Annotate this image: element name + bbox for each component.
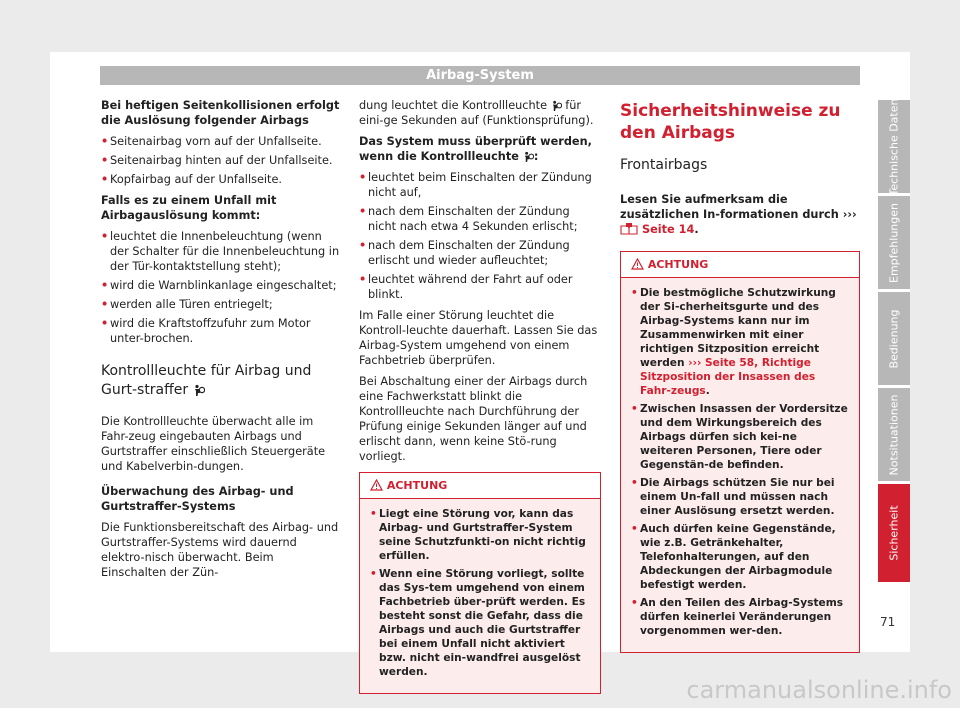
- list-item: • Seitenairbag vorn auf der Unfallseite.: [101, 134, 341, 149]
- list-item: • leuchtet die Innenbeleuchtung (wenn der Schalter für die Innenbeleuchtung in der Tür-kontaktstellung steht);: [101, 229, 341, 274]
- page-reference-link[interactable]: Seite 14: [641, 223, 695, 236]
- side-airbag-list: [101, 134, 341, 187]
- list-item: • werden alle Türen entriegelt;: [101, 297, 341, 312]
- warning-item-text: Die bestmögliche Schutzwirkung der Si-cherheitsgurte und des Airbag-Systems kann nur im Zusammenwirken mit einer richtigen Sitzposition erreicht werden: [640, 287, 836, 369]
- warning-item-end: .: [705, 385, 710, 397]
- tab-label: Bedienung: [887, 308, 901, 369]
- warning-box: [620, 251, 860, 653]
- warning-list: [370, 507, 590, 679]
- list-item: • Wenn eine Störung vorliegt, sollte das Sys-tem umgehend von einem Fachbetrieb über-prüft werden. Es besteht sonst die Gefahr, dass die Airbags und auch die Gurtstraffer bei einem Unfall nicht aktiviert bzw. nicht ein-wandfrei ausgelöst werden.: [370, 567, 590, 679]
- side-collision-heading: Bei heftigen Seitenkollisionen erfolgt die Auslösung folgender Airbags: [101, 99, 340, 127]
- monitor-body: Die Funktionsbereitschaft des Airbag- und Gurtstraffer-Systems wird dauernd elektro-nisch überwacht. Beim Einschalten der Zün-: [101, 521, 339, 579]
- warning-header: [360, 473, 600, 499]
- reference-arrows: ›››: [842, 208, 857, 221]
- list-item: • leuchtet während der Fahrt auf oder blinkt.: [359, 272, 601, 302]
- list-item: • Kopfairbag auf der Unfallseite.: [101, 172, 341, 187]
- airbag-warning-light-icon: [193, 384, 205, 396]
- monitor-heading: Überwachung des Airbag- und Gurtstraffer-Systems: [101, 485, 294, 513]
- continued-text-start: dung leuchtet die Kontrollleuchte: [359, 99, 548, 112]
- warning-header: [621, 252, 859, 278]
- fault-list: [359, 170, 601, 302]
- deactivation-paragraph: Bei Abschaltung einer der Airbags durch eine Fachwerkstatt blinkt die Kontrollleuchte nach Durchführung der Prüfung einige Sekunden länger auf und erlischt dann, wenn keine Stö-rung vorliegt.: [359, 375, 588, 463]
- list-item: • wird die Kraftstoffzufuhr zum Motor unter-brochen.: [101, 316, 341, 346]
- column-1: [101, 98, 341, 586]
- airbag-warning-light-icon: [523, 151, 534, 162]
- section-body: Die Kontrollleuchte überwacht alle im Fahr-zeug eingebauten Airbags und Gurtstraffer einschließlich Steuergeräte und Kabelverbin-dungen.: [101, 415, 326, 473]
- book-reference-icon: [620, 223, 638, 235]
- section-title: [101, 362, 341, 400]
- fault-heading-text: Das System muss überprüft werden, wenn die Kontrollleuchte: [359, 135, 592, 163]
- fault-heading-colon: :: [533, 150, 539, 163]
- intro-end: .: [694, 223, 699, 236]
- fault-heading: [359, 134, 601, 164]
- airbag-warning-light-icon: [551, 100, 562, 111]
- warning-list: [631, 286, 849, 638]
- continued-text-end: für eini-ge Sekunden auf (Funktionsprüfung).: [359, 99, 594, 127]
- tab-label: Notsituationen: [887, 394, 901, 475]
- tab-technische-daten[interactable]: [878, 100, 910, 193]
- list-item: • wird die Warnblinkanlage eingeschaltet;: [101, 278, 341, 293]
- list-item: • Seitenairbag hinten auf der Unfallseite.: [101, 153, 341, 168]
- list-item: • leuchtet beim Einschalten der Zündung nicht auf,: [359, 170, 601, 200]
- watermark: carmanualsonline.info: [686, 676, 952, 704]
- accident-heading: Falls es zu einem Unfall mit Airbagauslösung kommt:: [101, 194, 277, 222]
- list-item: • Zwischen Insassen der Vordersitze und dem Wirkungsbereich des Airbags dürfen sich kei-ne weiteren Personen, Tiere oder Gegenstän-de befinden.: [631, 402, 849, 472]
- list-item: • Liegt eine Störung vor, kann das Airbag- und Gurtstraffer-System seine Schutzfunkti-on nicht richtig erfüllen.: [370, 507, 590, 563]
- tab-bedienung[interactable]: [878, 292, 910, 385]
- tab-sicherheit[interactable]: [878, 484, 910, 582]
- tab-label: Sicherheit: [887, 505, 901, 561]
- intro-paragraph: [620, 192, 860, 237]
- list-item: • Die Airbags schützen Sie nur bei einem Un-fall und müssen nach einer Auslösung ersetzt werden.: [631, 476, 849, 518]
- intro-text: Lesen Sie aufmerksam die zusätzlichen In-formationen durch: [620, 193, 839, 221]
- warning-box: [359, 472, 601, 694]
- column-3: [620, 98, 860, 653]
- seat-position-link[interactable]: ››› Seite 58, Richtige Sitzposition der Insassen des Fahr-zeugs: [640, 357, 816, 397]
- list-item: • Auch dürfen keine Gegenstände, wie z.B. Getränkehalter, Telefonhalterungen, auf den Abdeckungen der Airbagmodule befestigt werden.: [631, 522, 849, 592]
- fault-paragraph: Im Falle einer Störung leuchtet die Kontroll-leuchte dauerhaft. Lassen Sie das Airbag-System umgehend von einem Fachbetrieb überprüfen.: [359, 309, 598, 367]
- list-item: • nach dem Einschalten der Zündung erlischt und wieder aufleuchtet;: [359, 238, 601, 268]
- warning-label: ACHTUNG: [386, 479, 448, 492]
- section-main-title: Sicherheitshinweise zu den Airbags: [620, 101, 841, 143]
- section-subtitle: Frontairbags: [620, 157, 708, 173]
- tab-notsituationen[interactable]: [878, 388, 910, 481]
- warning-triangle-icon: [370, 479, 383, 491]
- page-header: Airbag-System: [100, 66, 860, 85]
- list-item: • An den Teilen des Airbag-Systems dürfen keinerlei Veränderungen vorgenommen wer-den.: [631, 596, 849, 638]
- section-title-text: Kontrollleuchte für Airbag und Gurt-straffer: [101, 363, 312, 398]
- tab-empfehlungen[interactable]: [878, 196, 910, 289]
- page-number: 71: [880, 615, 896, 629]
- accident-list: [101, 229, 341, 346]
- tab-label: Technische Daten: [887, 98, 901, 195]
- list-item: [631, 286, 849, 398]
- continued-paragraph: [359, 98, 601, 128]
- warning-triangle-icon: [631, 258, 644, 270]
- chapter-tabs: [878, 100, 910, 585]
- warning-label: ACHTUNG: [647, 258, 709, 271]
- column-2: [359, 98, 601, 694]
- tab-label: Empfehlungen: [887, 202, 901, 283]
- list-item: • nach dem Einschalten der Zündung nicht nach etwa 4 Sekunden erlischt;: [359, 204, 601, 234]
